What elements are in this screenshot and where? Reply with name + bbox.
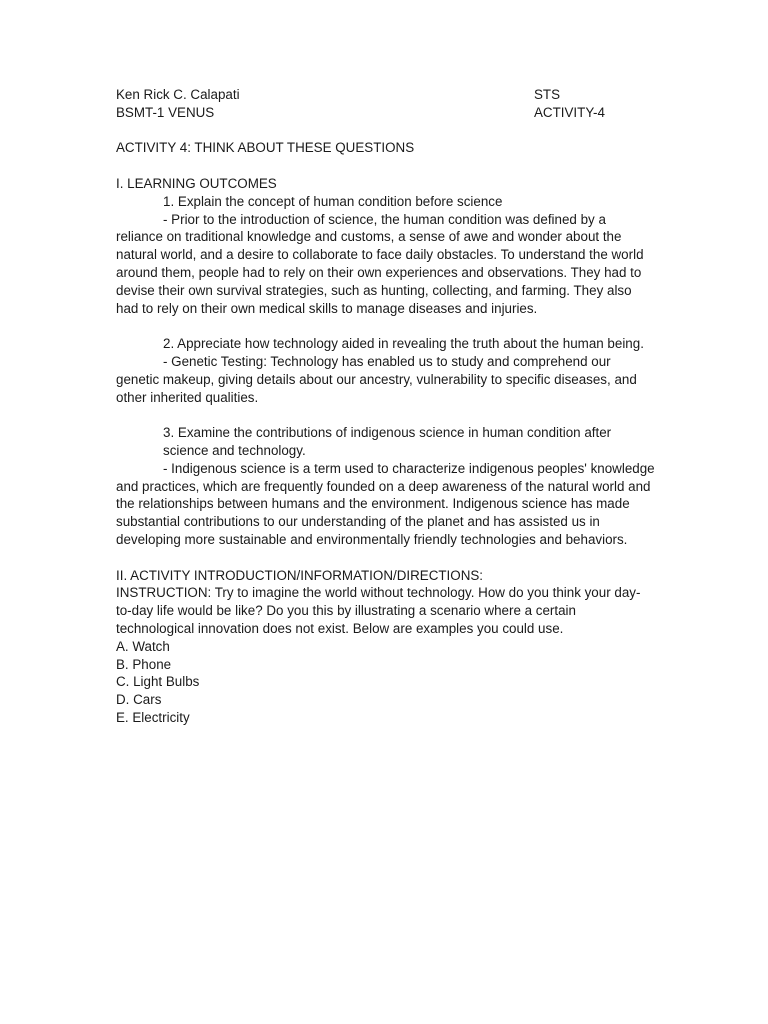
question-2: 2. Appreciate how technology aided in revealing the truth about the human being. (163, 336, 644, 352)
example-item: B. Phone (116, 656, 172, 672)
answer-3: - Indigenous science is a term used to characterize indigenous peoples' knowledge and practices, which are frequently founded on a deep awareness of the natural world and the relationships between humans and the environment. Indigenous science has made substantial contributions to our understanding of the planet and has assisted us in developing more sustainable and environmentally friendly technologies and behaviors. (116, 460, 655, 547)
student-section: BSMT-1 VENUS (116, 104, 215, 120)
example-item: D. Cars (116, 692, 162, 708)
subject-code: STS (534, 87, 561, 102)
example-item: A. Watch (116, 638, 170, 654)
question-3: 3. Examine the contributions of indigenous science in human condition after science and technology. (163, 425, 612, 458)
document-page (116, 86, 656, 727)
example-item: E. Electricity (116, 709, 190, 725)
header-row-2 (116, 104, 656, 122)
instruction-text: INSTRUCTION: Try to imagine the world without technology. How do you think your day-to-day life would be like? Do you this by illustrating a scenario where a certain technological innovation does not exist. Below are examples you could use. (116, 585, 641, 636)
section1-heading: I. LEARNING OUTCOMES (116, 175, 277, 191)
question-1: 1. Explain the concept of human condition before science (163, 193, 503, 209)
example-item: C. Light Bulbs (116, 674, 200, 690)
student-name: Ken Rick C. Calapati (116, 87, 240, 102)
header-row-1 (116, 86, 656, 104)
answer-2: - Genetic Testing: Technology has enabled us to study and comprehend our genetic makeup, giving details about our ancestry, vulnerability to specific diseases, and other inherited qualities. (116, 353, 637, 405)
activity-number: ACTIVITY-4 (534, 104, 605, 120)
activity-title: ACTIVITY 4: THINK ABOUT THESE QUESTIONS (116, 140, 415, 156)
answer-1: - Prior to the introduction of science, the human condition was defined by a reliance on traditional knowledge and customs, a sense of awe and wonder about the natural world, and a desire to collaborate to face daily obstacles. To understand the world around them, people had to rely on their own experiences and observations. They had to devise their own survival strategies, such as hunting, collecting, and farming. They also had to rely on their own medical skills to manage diseases and injuries. (116, 211, 644, 316)
section2-heading: II. ACTIVITY INTRODUCTION/INFORMATION/DIRECTIONS: (116, 567, 484, 583)
